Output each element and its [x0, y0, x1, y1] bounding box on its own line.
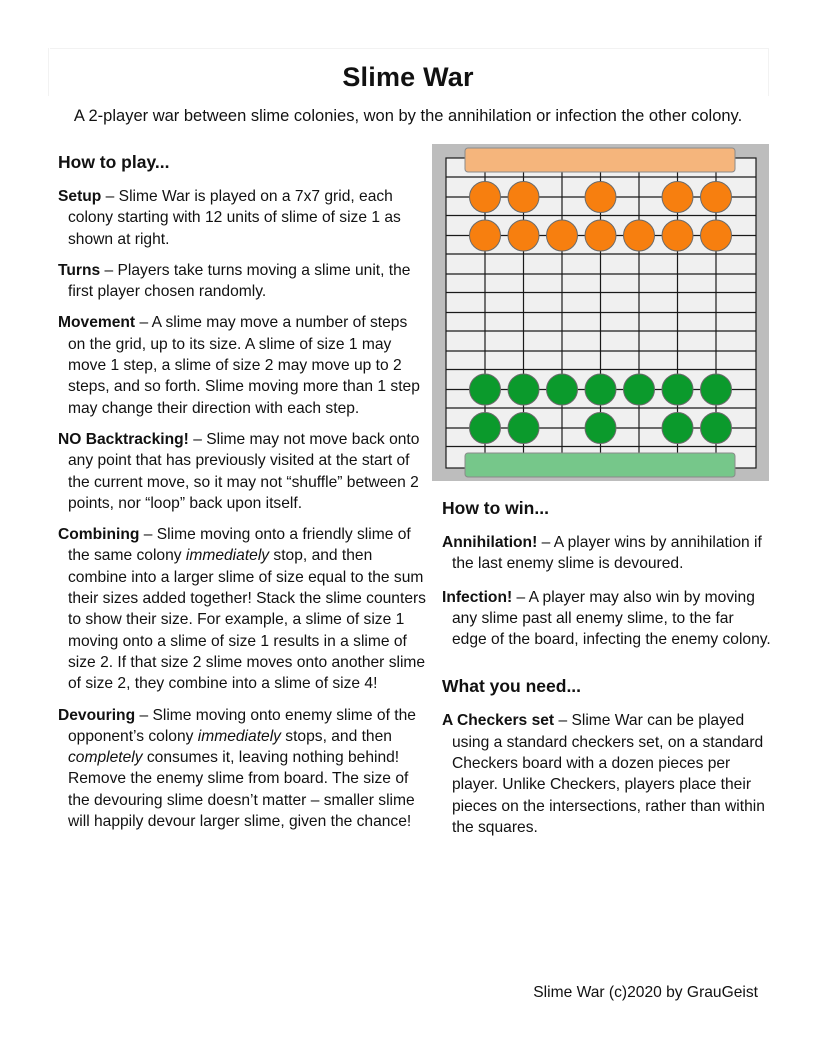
win-and-needs-section: [442, 496, 772, 850]
emphasis-text: immediately: [197, 727, 281, 745]
copyright-footer: Slime War (c)2020 by GrauGeist: [533, 984, 758, 1001]
how-to-win-heading: How to win...: [442, 498, 549, 518]
rule-term: A Checkers set: [442, 712, 555, 730]
green-slime-piece: [585, 374, 616, 405]
green-slime-piece: [585, 413, 616, 444]
board-svg: [432, 144, 769, 481]
orange-slime-piece: [508, 220, 539, 251]
emphasis-text: immediately: [185, 547, 270, 565]
win-paragraph: Infection! – A player may also win by moving any slime past all enemy slime, to the far edge of the board, infecting the enemy colony.: [442, 588, 771, 649]
green-slime-piece: [701, 374, 732, 405]
green-slime-piece: [508, 413, 539, 444]
green-slime-piece: [624, 374, 655, 405]
orange-slime-piece: [470, 182, 501, 213]
orange-slime-piece: [585, 182, 616, 213]
orange-slime-piece: [470, 220, 501, 251]
rule-paragraph: Combining – Slime moving onto a friendly slime of the same colony immediately stop, and then combine into a larger slime of size equal to the sum their sizes added together! Stack the slime counters to show their size. For example, a slime of size 1 moving onto a slime of size 1 results in a slime of size 2. If that size 2 slime moves onto another slime of size 2, they combine into a slime of size 4!: [58, 526, 426, 693]
page-subtitle: A 2-player war between slime colonies, won by the annihilation or infection the other colony.: [73, 107, 743, 125]
rule-term: Movement: [58, 314, 136, 332]
rule-paragraph: Devouring – Slime moving onto enemy slime of the opponent’s colony immediately stops, and then completely consumes it, leaving nothing behind! Remove the enemy slime from board. The size of the devouring slime doesn’t matter – smaller slime will happily devour larger slime, given the chance!: [58, 706, 416, 831]
orange-slime-piece: [662, 220, 693, 251]
green-slime-piece: [508, 374, 539, 405]
rule-term: NO Backtracking!: [58, 430, 189, 448]
rule-term: Turns: [58, 261, 101, 279]
green-slime-piece: [662, 374, 693, 405]
orange-slime-piece: [662, 182, 693, 213]
orange-home-row: [465, 148, 735, 172]
game-board-diagram: [432, 144, 769, 481]
how-to-play-section: [58, 150, 426, 842]
rule-paragraph: NO Backtracking! – Slime may not move back onto any point that has previously visited at the start of the current move, so it may not “shuffle” between 2 points, nor “loop” back upon itself.: [58, 430, 420, 512]
rule-paragraph: Turns – Players take turns moving a slime unit, the first player chosen randomly.: [58, 261, 411, 301]
orange-slime-piece: [547, 220, 578, 251]
rule-term: Annihilation!: [442, 534, 538, 551]
rule-paragraph: Setup – Slime War is played on a 7x7 grid, each colony starting with 12 units of slime of size 1 as shown at right.: [58, 188, 401, 248]
how-to-play-heading: How to play...: [58, 152, 170, 172]
need-paragraph: A Checkers set – Slime War can be played using a standard checkers set, on a standard Checkers board with a dozen pieces per player. Unlike Checkers, players place their pieces on the intersections, rather than within the squares.: [442, 712, 765, 836]
green-slime-piece: [470, 374, 501, 405]
win-paragraph: Annihilation! – A player wins by annihilation if the last enemy slime is devoured.: [442, 534, 762, 573]
orange-slime-piece: [585, 220, 616, 251]
rule-term: Devouring: [58, 706, 136, 724]
rule-term: Infection!: [442, 588, 513, 606]
rule-term: Combining: [58, 526, 140, 544]
orange-slime-piece: [701, 220, 732, 251]
what-you-need-heading: What you need...: [442, 676, 582, 697]
green-slime-piece: [547, 374, 578, 405]
green-slime-piece: [470, 413, 501, 444]
page-top-border: [50, 48, 768, 49]
emphasis-text: completely: [68, 749, 143, 767]
orange-slime-piece: [624, 220, 655, 251]
orange-slime-piece: [508, 182, 539, 213]
rule-term: Setup: [58, 188, 102, 205]
green-slime-piece: [701, 413, 732, 444]
green-slime-piece: [662, 413, 693, 444]
green-home-row: [465, 453, 735, 477]
page-title: Slime War: [342, 62, 474, 92]
rule-paragraph: Movement – A slime may move a number of steps on the grid, up to its size. A slime of size 1 may move 1 step, a slime of size 2 may move up to 2 steps, and so forth. Slime moving more than 1 step may change their direction with each step.: [58, 314, 420, 417]
orange-slime-piece: [701, 182, 732, 213]
